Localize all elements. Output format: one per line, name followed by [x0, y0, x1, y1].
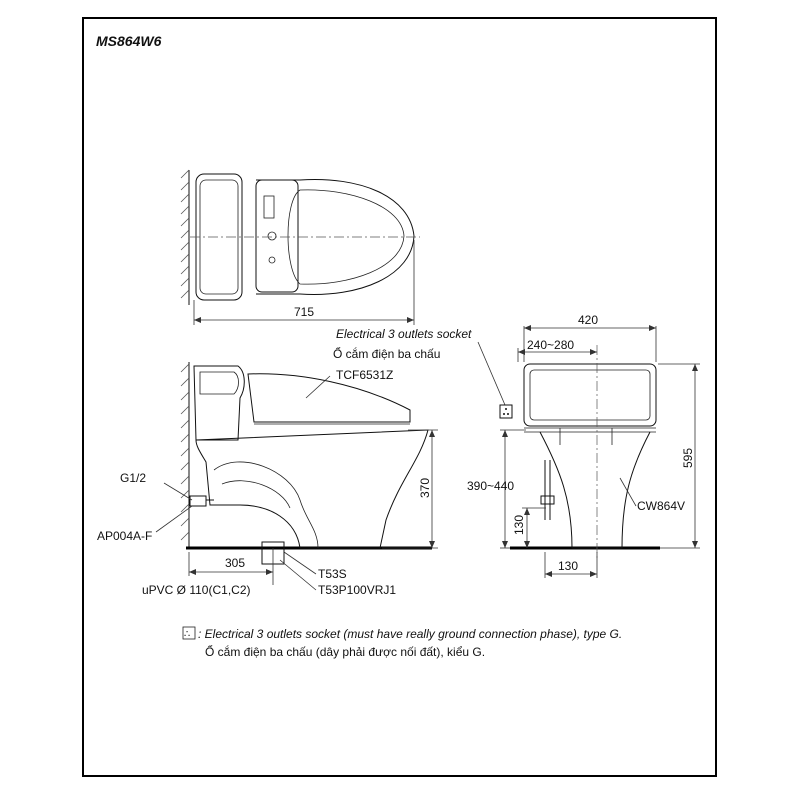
- model-code-title: MS864W6: [96, 33, 162, 49]
- side-view-bowl: [196, 430, 428, 548]
- label-t53p: T53P100VRJ1: [318, 583, 397, 597]
- dim-pipe-height: 130: [512, 514, 526, 535]
- dim-supply-height: 390~440: [467, 479, 515, 493]
- dim-total-height: 595: [681, 447, 695, 468]
- top-view-wall-hatch: [181, 170, 189, 298]
- side-view-tank: [194, 366, 244, 440]
- front-view: [467, 313, 700, 578]
- label-bowl-model: CW864V: [637, 499, 686, 513]
- dim-top-width: 715: [294, 305, 315, 319]
- dim-front-width: 420: [578, 313, 599, 327]
- drawing-frame: [83, 18, 716, 776]
- dim-seat-height: 370: [418, 477, 432, 498]
- dim-pipe-width: 130: [558, 559, 579, 573]
- side-view: [97, 362, 438, 597]
- front-view-bowl: [540, 432, 650, 548]
- socket-callout-vi: Ổ cắm điện ba chấu: [333, 347, 441, 361]
- top-view-seat-panel: [256, 180, 298, 292]
- legend: [183, 627, 622, 659]
- dim-supply-range: 240~280: [527, 338, 575, 352]
- legend-text-vi: Ổ cắm điện ba chấu (dây phải được nối đất), kiểu G.: [205, 645, 486, 659]
- socket-symbol-box: [500, 405, 512, 418]
- label-t53s: T53S: [318, 567, 347, 581]
- legend-text-en: : Electrical 3 outlets socket (must have really ground connection phase), type G.: [198, 627, 623, 641]
- socket-callout-en: Electrical 3 outlets socket: [336, 327, 472, 341]
- dim-rough-in: 305: [225, 556, 246, 570]
- label-pipe: uPVC Ø 110(C1,C2): [142, 583, 251, 597]
- side-view-wall-hatch: [181, 364, 189, 540]
- label-g12: G1/2: [120, 471, 147, 485]
- front-view-seat: [524, 364, 656, 426]
- legend-socket-symbol: ∴: [184, 629, 191, 640]
- top-view: [181, 170, 420, 325]
- side-view-supply-valve: [190, 496, 206, 506]
- top-view-control-buttons: [264, 196, 274, 218]
- label-valve-model: AP004A-F: [97, 529, 153, 543]
- label-seat-model: TCF6531Z: [336, 368, 394, 382]
